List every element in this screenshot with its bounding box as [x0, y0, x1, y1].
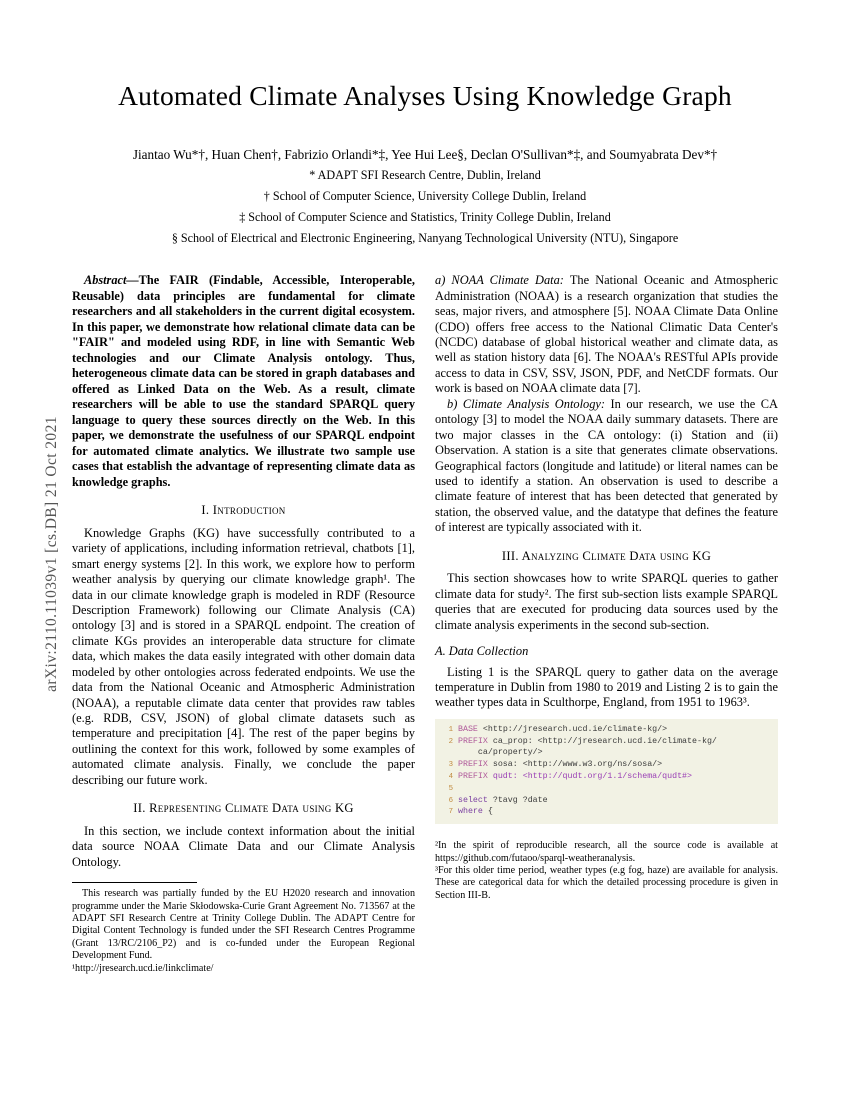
section-heading-representing: II. Representing Climate Data using KG: [133, 801, 354, 816]
code-line-number: 1: [448, 725, 453, 734]
code-keyword: PREFIX: [458, 760, 488, 770]
section2-paragraph: In this section, we include context information about the initial data source NOAA Climate Data and our Climate Analysis Ontology.: [72, 823, 415, 869]
code-line: [441, 724, 772, 736]
code-keyword: BASE: [458, 724, 478, 734]
intro-paragraph: Knowledge Graphs (KG) have successfully contributed to a variety of applications, including information retrieval, chatbots [1], smart energy systems [2]. In this work, we explore how to perform weather analysis by querying our climate knowledge graph¹. The data in our climate knowledge graph is modeled in RDF (Resource Description Framework) following our Climate Analysis (CA) ontology [3] and is stored in a SPARQL endpoint. The creation of climate KGs provides an interoperable data structure for climate data, which makes the data easily integrated with other domain data modeled by other ontologies across federated endpoints. We use the data from the National Oceanic and Atmospheric Administration (NOAA), a reputable climate data center that provides raw tables (e.g. RDB, CSV, JSON) of global climate datasets such as temperature and precipitation [4]. The rest of the paper begins by outlining the context for this work, followed by some examples of automated climate analysis. Finally, we conclude the paper describing our future work.: [72, 525, 415, 787]
code-text: ca/property/>: [458, 748, 543, 758]
affiliation-2: † School of Computer Science, University College Dublin, Ireland: [263, 189, 587, 204]
section3-paragraph: This section showcases how to write SPARQL queries to gather climate data for study². The first sub-section lists example SPARQL queries that are executed for producing data sources used by the climate analysis experiments in the second sub-section.: [435, 571, 778, 632]
abstract-lead: Abstract—: [84, 273, 139, 288]
footnote-separator-left: [72, 882, 197, 883]
climate-ontology-paragraph: [435, 397, 778, 536]
footnote-2: ²In the spirit of reproducible research, all the source code is available at https://github.com/futaoo/sparql-weatheranalysis.: [435, 840, 778, 864]
code-text: sosa: <http://www.w3.org/ns/sosa/>: [487, 760, 663, 770]
code-line: [441, 795, 772, 807]
funding-footnote: This research was partially funded by the EU H2020 research and innovation programme under the Marie Skłodowska-Curie Grant Agreement No. 713567 at the ADAPT SFI Research Centre at Trinity College Dublin. The ADAPT Centre for Digital Content Technology is funded under the SFI Research Centres Programme (Grant 13/RC/2106_P2) and is co-funded under the European Regional Development Fund.: [72, 888, 415, 962]
code-line-number: 6: [448, 796, 453, 805]
code-line: [441, 783, 772, 795]
code-line-number: 7: [448, 808, 453, 817]
affiliation-1: * ADAPT SFI Research Centre, Dublin, Ireland: [309, 168, 541, 183]
left-footnotes: [72, 888, 415, 975]
arxiv-stamp: arXiv:2110.11039v1 [cs.DB] 21 Oct 2021: [43, 416, 60, 692]
code-text: qudt: <http://qudt.org/1.1/schema/qudt#>: [487, 772, 693, 782]
ontology-runin-label: b) Climate Analysis Ontology:: [447, 396, 606, 411]
abstract: [72, 273, 415, 490]
abstract-text: The FAIR (Findable, Accessible, Interoperable, Reusable) data principles are fundamental for climate researchers and all stakeholders in the current digital ecosystem. In this paper, we demonstrate how relational climate data can be "FAIR" and modeled using RDF, in line with Semantic Web technologies and our Climate Analysis ontology. Thus, heterogeneous climate data can be stored in graph databases and offered as Linked Data on the Web. As a result, climate researchers will be able to use the standard SPARQL query language to query these sources directly on the Web. In this paper, we demonstrate the usefulness of our SPARQL endpoint for automated climate analytics. We illustrate two sample use cases that establish the advantage of representing climate data as knowledge graphs.: [72, 273, 415, 489]
code-text: ca_prop: <http://jresearch.ucd.ie/climate-kg/: [487, 736, 717, 746]
code-text: {: [482, 807, 493, 817]
code-line: [441, 736, 772, 748]
code-line-number: 4: [448, 773, 453, 782]
affiliation-3: ‡ School of Computer Science and Statistics, Trinity College Dublin, Ireland: [239, 209, 611, 224]
code-line: [441, 806, 772, 818]
left-column: [72, 273, 415, 975]
code-line: [441, 747, 772, 759]
code-line-number: 3: [448, 761, 453, 770]
code-keyword: where: [458, 807, 483, 817]
code-line-number: 5: [448, 784, 453, 793]
code-line-number: 2: [448, 737, 453, 746]
section-heading-analyzing: III. Analyzing Climate Data using KG: [501, 548, 712, 563]
noaa-body-text: The National Oceanic and Atmospheric Administration (NOAA) is a research organization that studies the seas, major rivers, and atmosphere [5]. NOAA Climate Data Online (CDO) offers free access to the National Climatic Data Center's (NCDC) database of global historical weather and climate data, as well as station history data [6]. The NOAA's RESTful APIs provide access to data in CSV, SSV, JSON, PDF, and NetCDF formats. Our work is based on NOAA climate data [7].: [435, 273, 778, 396]
footnote-1: ¹http://jresearch.ucd.ie/linkclimate/: [72, 962, 214, 974]
code-line: [441, 759, 772, 771]
footnote-3: ³For this older time period, weather types (e.g fog, haze) are available for analysis. These are categorical data for which the detailed processing procedure is given in Section III-B.: [435, 864, 778, 901]
code-line: [441, 771, 772, 783]
code-keyword: PREFIX: [458, 736, 488, 746]
section-heading-introduction: I. Introduction: [201, 503, 286, 518]
right-column: [435, 273, 778, 975]
code-text: <http://jresearch.ucd.ie/climate-kg/>: [477, 724, 668, 734]
affiliation-4: § School of Electrical and Electronic Engineering, Nanyang Technological University (NTU), Singapore: [171, 230, 679, 245]
two-column-body: [72, 273, 778, 975]
code-keyword: select: [458, 795, 488, 805]
code-text: ?tavg ?date: [487, 795, 548, 805]
author-list: Jiantao Wu*†, Huan Chen†, Fabrizio Orlandi*‡, Yee Hui Lee§, Declan O'Sullivan*‡, and Soumyabrata Dev*†: [132, 146, 718, 162]
page-title: Automated Climate Analyses Using Knowledge Graph: [118, 80, 732, 111]
noaa-climate-data-paragraph: [435, 273, 778, 397]
code-keyword: PREFIX: [458, 772, 488, 782]
ontology-body-text: In our research, we use the CA ontology [3] to model the NOAA daily summary datasets. There are two major classes in the CA ontology: (i) Station and (ii) Observation. A station is a site that generates climate observations. Geographical factors (longitude and latitude) or literal names can be used to identify a station. An observation is used to describe a climate feature of interest that has been detected that generated by station, the observed value, and the datatype that defines the feature of interest are typically associated with it.: [435, 396, 779, 535]
noaa-runin-label: a) NOAA Climate Data:: [435, 273, 564, 288]
data-collection-paragraph: Listing 1 is the SPARQL query to gather data on the average temperature in Dublin from 1980 to 2019 and Listing 2 is to gain the weather types data in Sculthorpe, England, from 1951 to 1963³.: [435, 664, 778, 710]
sparql-code-listing: [435, 719, 778, 824]
subsection-heading-data-collection: A. Data Collection: [435, 644, 529, 659]
right-footnotes: [435, 840, 778, 902]
paper-page: [72, 56, 778, 975]
